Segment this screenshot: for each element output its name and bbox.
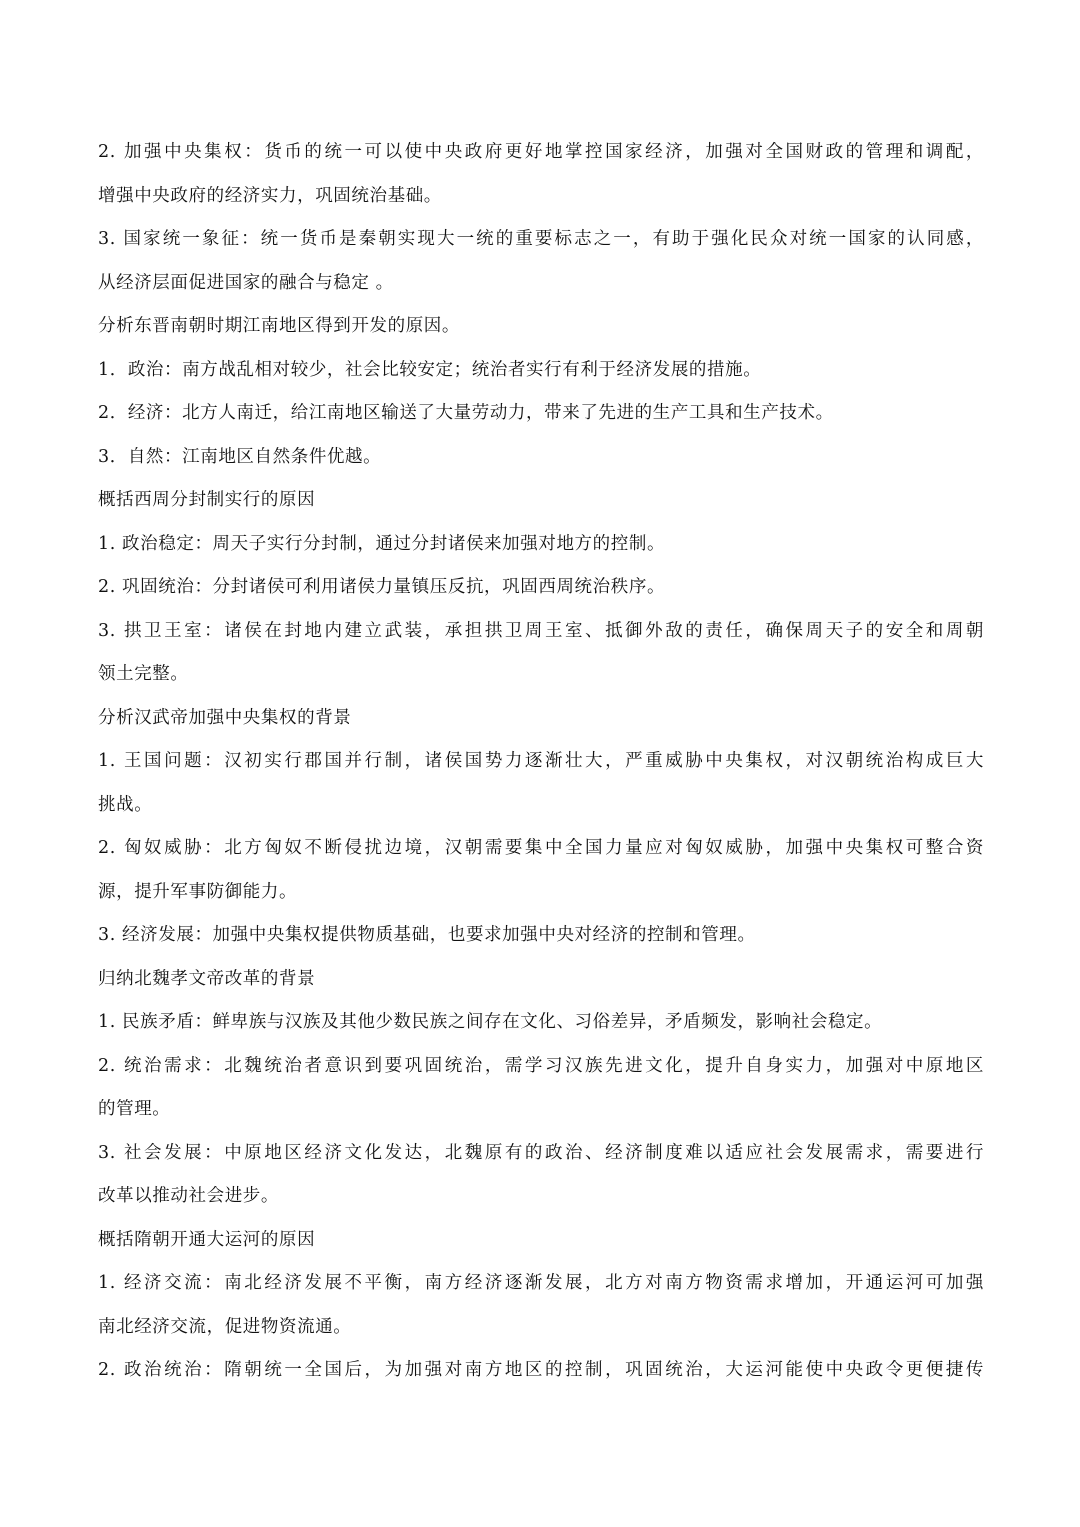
text-line: 2. 加强中央集权：货币的统一可以使中央政府更好地掌控国家经济，加强对全国财政的管理和调配， [98,142,984,162]
text-line: 3. 拱卫王室：诸侯在封地内建立武装，承担拱卫周王室、抵御外敌的责任，确保周天子的安全和周朝 [98,620,984,641]
text-line: 的管理。 [98,1099,171,1119]
text-line: 1．政治：南方战乱相对较少，社会比较安定；统治者实行有利于经济发展的措施。 [98,359,762,380]
text-line: 1. 民族矛盾：鲜卑族与汉族及其他少数民族之间存在文化、习俗差异，矛盾频发，影响社会稳定。 [98,1012,883,1032]
section-heading: 归纳北魏孝文帝改革的背景 [98,968,316,989]
text-line: 3．自然：江南地区自然条件优越。 [98,446,382,467]
text-line: 增强中央政府的经济实力，巩固统治基础。 [98,185,442,206]
text-line: 南北经济交流，促进物资流通。 [98,1316,352,1337]
text-line: 3. 经济发展：加强中央集权提供物质基础，也要求加强中央对经济的控制和管理。 [98,925,756,945]
text-line: 3. 国家统一象征：统一货币是秦朝实现大一统的重要标志之一，有助于强化民众对统一国家的认同感， [98,229,984,249]
section-heading: 概括隋朝开通大运河的原因 [98,1229,316,1250]
section-heading: 概括西周分封制实行的原因 [98,490,316,510]
text-line: 1. 经济交流：南北经济发展不平衡，南方经济逐渐发展，北方对南方物资需求增加，开通运河可加强 [98,1273,984,1293]
text-line: 2. 统治需求：北魏统治者意识到要巩固统治，需学习汉族先进文化，提升自身实力，加强对中原地区 [98,1055,984,1076]
document-body [98,134,984,1396]
section-heading: 分析汉武帝加强中央集权的背景 [98,707,352,728]
text-line: 源，提升军事防御能力。 [98,881,298,902]
text-line: 从经济层面促进国家的融合与稳定 。 [98,272,394,293]
section-heading: 分析东晋南朝时期江南地区得到开发的原因。 [98,316,460,336]
text-line: 挑战。 [98,794,153,815]
text-line: 领土完整。 [98,664,189,684]
text-line: 1. 王国问题：汉初实行郡国并行制，诸侯国势力逐渐壮大，严重威胁中央集权，对汉朝统治构成巨大 [98,751,984,771]
text-line: 1. 政治稳定：周天子实行分封制，通过分封诸侯来加强对地方的控制。 [98,533,666,554]
text-line: 2. 巩固统治：分封诸侯可利用诸侯力量镇压反抗，巩固西周统治秩序。 [98,577,666,597]
text-line: 2．经济：北方人南迁，给江南地区输送了大量劳动力，带来了先进的生产工具和生产技术。 [98,403,834,423]
text-line: 改革以推动社会进步。 [98,1186,279,1206]
text-line: 2. 匈奴威胁：北方匈奴不断侵扰边境，汉朝需要集中全国力量应对匈奴威胁，加强中央集权可整合资 [98,838,984,858]
text-line: 2. 政治统治：隋朝统一全国后，为加强对南方地区的控制，巩固统治，大运河能使中央政令更便捷传 [98,1360,984,1380]
text-line: 3. 社会发展：中原地区经济文化发达，北魏原有的政治、经济制度难以适应社会发展需求，需要进行 [98,1142,984,1163]
